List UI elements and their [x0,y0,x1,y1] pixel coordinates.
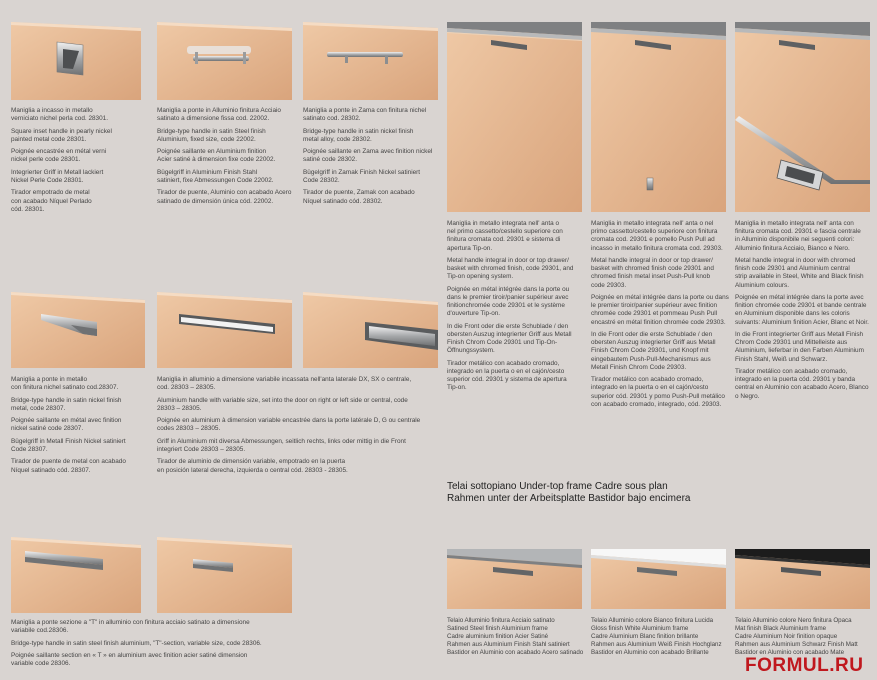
caption-fr: Poignée encastrée en métal verni nickel perle code 28301. [11,148,107,164]
caption-de: Integrierter Griff in Metall lackiert Nickel Perle Code 28301. [11,168,104,184]
caption-de: Bügelgriff in Metall Finish Nickel satiniert Code 28307. [11,437,126,453]
caption-29301-strip [735,220,875,405]
caption-29301-pushpull [591,220,733,413]
caption-en: Metal handle integral in door or top drawer/ basket with chromed finish, code 29301, and Tip-on opening system. [447,257,574,281]
caption-fr: Poignée saillante en métal avec finition nickel satiné code 28307. [11,417,122,433]
handle-29301-tipon-photo [447,22,582,212]
caption-en: Bridge-type handle in satin nickel finish metal alloy, code 28302. [303,127,414,143]
frame-steel-photo [447,549,582,609]
caption-es: Tirador de puente de metal con acabado Níquel satinado cód. 28307. [11,458,126,474]
caption-de: In die Front oder die erste Schublade / den obersten Auszug integrierter Griff aus Metall Finish Chrom Code 29301, und Knopf mit eingebautem Push-Pull-Mechanismus aus Metall Finish Chrom Code 29303. [591,331,716,371]
caption-fr: Poignée saillante en Zama avec finition nickel satiné code 28302. [303,148,433,164]
caption-frame-text: Telaio Alluminio colore Nero finitura Opaca Mat finish Black Aluminium frame Cadre Aluminium Noir finition opaque Rahmen aus Aluminium Schwarz Finish Matt Bastidor en Aluminio con acabado Mate [735,617,858,656]
caption-28303-28305 [157,376,442,479]
caption-it: Maniglia in metallo integrata nell' anta o nel primo cassetto/cestello superiore con finitura cromata cod. 29301 e sistema di apertura Tip-on. [447,220,563,252]
caption-it: Maniglia in metallo integrata nell' anta o nel primo cassetto/cestello superiore con finitura cromata cod. 29301 e pomello Push Pull ad incasso in metallo finitura cromata cod. 29303. [591,220,723,252]
handle-28302-photo [303,22,438,100]
caption-es: Tirador de aluminio de dimensión variable, empotrado en la puerta en posición lateral derecha, izquierda o central cód. 28303 - 28305. [157,458,348,474]
frame-white-photo [591,549,726,609]
caption-es: Tirador de puente, Aluminio con acabado Acero satinado de dimensión única cód. 22002. [157,189,292,205]
caption-en: Aluminium handle with variable size, set into the door on right or left side or central, code 28303 – 28305. [157,396,408,412]
handle-22002-photo [157,22,292,100]
caption-en: Square inset handle in pearly nickel painted metal code 28301. [11,127,112,143]
caption-fr: Poignée en métal intégrée dans la porte ou dans le premier tiroir/panier supérieur avec finition chromée code 29301 et pommeau Push Pull encastré en métal finition chromée code 29303. [591,294,729,326]
caption-it: Maniglia a ponte in metallo con finitura nichel satinato cod.28307. [11,376,119,392]
section-heading-under-top-frame [447,481,707,505]
handle-28301-photo [11,22,141,100]
caption-it: Maniglia a ponte in Alluminio finitura Acciaio satinato a dimensione fissa cod. 22002. [157,107,281,123]
caption-en: Metal handle integral in door or top drawer/ basket with chromed finish code 29301 and chromed finish metal inset Push-Pull knob code 29303. [591,257,714,289]
caption-de: In die Front oder die erste Schublade / den obersten Auszug integrierter Griff aus Metall Finish Chrom Code 29301 und Tip-On- Öffnungssystem. [447,322,572,355]
handle-28306-photo-b [157,537,292,613]
caption-de: Bügelgriff in Aluminium Finish Stahl satiniert, fixe Abmessungen Code 22002. [157,168,274,184]
caption-it: Maniglia a ponte sezione a "T" in alluminio con finitura acciaio satinato a dimensione variabile cod.28306. [11,619,250,635]
caption-fr: Poignée saillante section en « T » en aluminium avec finition acier satiné dimension variable code 28306. [11,651,248,668]
caption-es: Tirador metálico con acabado cromado, integrado en la puerta cód. 29301 y banda central en Aluminio con acabado Acero, Blanco o Negro. [735,368,869,400]
caption-frame-white [591,617,733,661]
handle-28307-photo [11,292,145,368]
caption-frame-text: Telaio Alluminio finitura Acciaio satinato Satined Steel finish Aluminium frame Cadre aluminium finition Acier Satiné Rahmen aus Aluminium Finish Stahl satiniert Bastidor en Aluminio con acabado Acero satinado [447,617,584,656]
handle-28306-photo-a [11,537,141,613]
caption-it: Maniglia a incasso in metallo verniciato nichel perla cod. 28301. [11,107,108,123]
caption-en: Bridge-type handle in satin nickel finish metal, code 28307. [11,396,122,412]
caption-fr: Poignée en métal intégrée dans la porte ou dans le premier tiroir/panier supérieur avec finitionchromée code 29301 et le système d'ouverture Tip-on. [447,285,570,318]
caption-it: Maniglia in alluminio a dimensione variabile incassata nell'anta laterale DX, SX o centrale, cod. 28303 – 28305. [157,376,412,392]
handle-28305-photo [303,292,438,368]
caption-de: Bügelgriff in Zamak Finish Nickel satiniert Code 28302. [303,168,421,184]
caption-fr: Poignée en aluminium à dimension variable encastrée dans la porte latérale D, G ou centrale codes 28303 – 28305. [157,417,421,433]
caption-it: Maniglia in metallo integrata nell' anta con finitura cromata cod. 29301 e fascia centrale in Alluminio disponibile nei seguenti colori: Alluminio finitura Acciaio, Bianco e Nero. [735,220,861,252]
caption-en: Metal handle integral in door with chromed finish code 29301 and Aluminium central strip available in Steel, White and Black finish Aluminium colours. [735,257,864,289]
caption-it: Maniglia a ponte in Zama con finitura nichel satinato cod. 28302. [303,107,427,123]
caption-de: Griff in Aluminium mit diversa Abmessungen, seitlich rechts, links oder mittig in die Front integriert Code 28303 – 28305. [157,437,406,453]
handle-29301-pushpull-photo [591,22,726,212]
handle-29301-strip-photo [735,22,870,212]
caption-28306 [11,619,301,673]
caption-en: Bridge-type handle in satin Steel finish Aluminium, fixed size, code 22002. [157,127,266,143]
caption-es: Tirador metálico con acabado cromado, integrado en la puerta o en el cajón/cesto superior cód. 29301 y sistema de apertura Tip-on. [447,359,567,392]
heading-line-2: Rahmen unter der Arbeitsplatte Bastidor bajo encimera [447,493,691,504]
handle-28303-photo [157,292,292,368]
caption-es: Tirador empotrado de metal con acabado Níquel Perlado cód. 28301. [11,189,92,213]
caption-de: In die Front integrierter Griff aus Metall Finish Chrom Code 29301 und Mittelleiste aus Aluminium, lieferbar in den Farben Aluminium Finish Stahl, Weiß und Schwarz. [735,331,864,363]
caption-en: Bridge-type handle in satin steel finish aluminium, "T"-section, variable size, code 28306. [11,639,262,647]
caption-22002 [157,107,302,210]
heading-line-1: Telai sottopiano Under-top frame Cadre sous plan [447,481,668,492]
caption-es: Tirador de puente, Zamak con acabado Níquel satinado cód. 28302. [303,189,415,205]
caption-28307 [11,376,151,479]
caption-frame-steel [447,617,589,661]
caption-28302 [303,107,443,210]
frame-black-photo [735,549,870,609]
caption-frame-text: Telaio Alluminio colore Bianco finitura Lucida Gloss finish White Aluminium frame Cadre Aluminium Blanc finition brillante Rahmen aus Aluminium Weiß Finish Hochglanz Bastidor en Aluminio con acabado Brillante [591,617,722,656]
caption-es: Tirador metálico con acabado cromado, integrado en la puerta o en el cajón/cesto superior cód. 29301 y pomo Push-Pull metálico con acabado cromado, integrado, cód. 29303. [591,376,725,408]
caption-29301-tipon [447,220,587,397]
caption-28301 [11,107,151,218]
caption-fr: Poignée en métal intégrée dans la porte avec finition chromée code 29301 et bande centrale en Aluminium disponible dans les coloris suivants: Aluminium finition Acier, Blanc et Noir. [735,294,869,326]
caption-fr: Poignée saillante en Aluminium finition Acier satiné à dimension fixe code 22002. [157,148,276,164]
watermark: FORMUL.RU [745,655,864,676]
